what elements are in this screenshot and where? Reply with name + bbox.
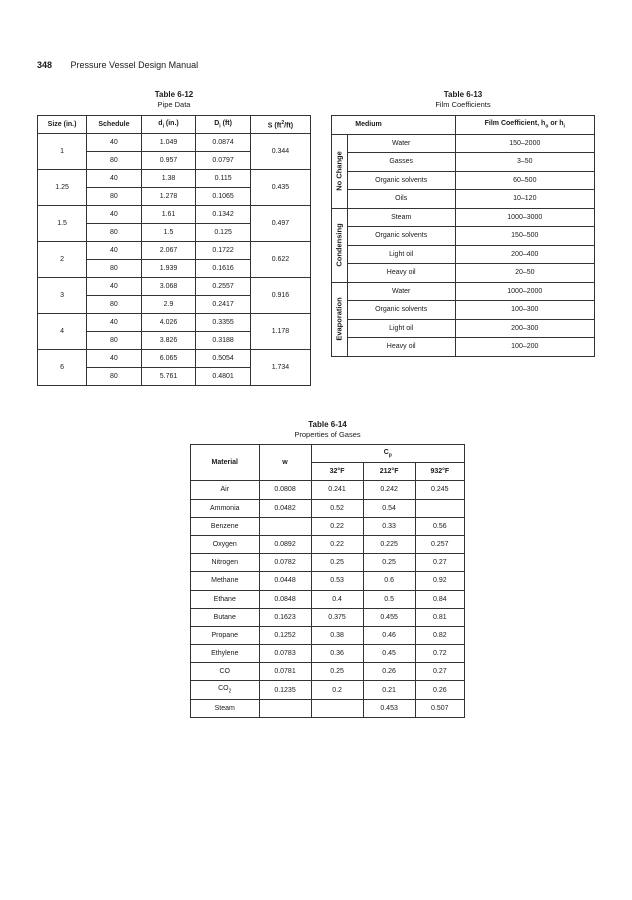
cp-32f-cell: 0.2 bbox=[311, 681, 363, 699]
coefficient-cell: 3–50 bbox=[455, 153, 594, 172]
material-cell bbox=[191, 481, 260, 499]
medium-cell: Water bbox=[347, 282, 455, 301]
table-6-12-caption bbox=[37, 90, 311, 110]
material-cell bbox=[191, 663, 260, 681]
col-header-material: Material bbox=[191, 445, 260, 481]
w-cell: 0.0482 bbox=[259, 499, 311, 517]
material-name: Nitrogen bbox=[211, 559, 238, 567]
di-in-cell: 0.957 bbox=[141, 152, 196, 170]
table-row bbox=[38, 278, 311, 296]
cp-32f-cell: 0.241 bbox=[311, 481, 363, 499]
col-header-cp: $C_p$ bbox=[311, 445, 464, 463]
table-row bbox=[191, 554, 465, 572]
w-cell bbox=[259, 699, 311, 717]
cp-932f-cell: 0.26 bbox=[415, 681, 464, 699]
s-cell: 1.178 bbox=[250, 314, 310, 350]
w-cell: 0.0783 bbox=[259, 645, 311, 663]
schedule-cell: 40 bbox=[87, 278, 142, 296]
material-name: Butane bbox=[213, 613, 236, 621]
table-row bbox=[332, 227, 595, 246]
medium-cell: Organic solvents bbox=[347, 227, 455, 246]
table-row bbox=[191, 699, 465, 717]
schedule-cell: 40 bbox=[87, 134, 142, 152]
cp-212f-cell: 0.46 bbox=[363, 626, 415, 644]
size-cell: 4 bbox=[38, 314, 87, 350]
di-in-cell: 3.826 bbox=[141, 332, 196, 350]
w-cell: 0.0808 bbox=[259, 481, 311, 499]
di-ft-cell: 0.2557 bbox=[196, 278, 251, 296]
schedule-cell: 40 bbox=[87, 242, 142, 260]
table-row bbox=[38, 314, 311, 332]
medium-cell: Light oil bbox=[347, 245, 455, 264]
w-cell: 0.1623 bbox=[259, 608, 311, 626]
material-cell bbox=[191, 535, 260, 553]
w-cell: 0.1252 bbox=[259, 626, 311, 644]
coefficient-cell: 200–400 bbox=[455, 245, 594, 264]
table-row bbox=[38, 350, 311, 368]
table-row bbox=[332, 190, 595, 209]
di-ft-cell: 0.3355 bbox=[196, 314, 251, 332]
table-row bbox=[38, 170, 311, 188]
col-header-32f: 32°F bbox=[311, 463, 363, 481]
medium-cell: Organic solvents bbox=[347, 301, 455, 320]
cp-212f-cell: 0.225 bbox=[363, 535, 415, 553]
cp-932f-cell: 0.27 bbox=[415, 663, 464, 681]
di-ft-cell: 0.4801 bbox=[196, 368, 251, 386]
coefficient-cell: 20–50 bbox=[455, 264, 594, 283]
material-name: Ethylene bbox=[211, 650, 239, 658]
size-cell: 1.5 bbox=[38, 206, 87, 242]
di-in-cell: 4.026 bbox=[141, 314, 196, 332]
s-cell: 1.734 bbox=[250, 350, 310, 386]
di-in-cell: 1.38 bbox=[141, 170, 196, 188]
col-header-schedule: Schedule bbox=[87, 116, 142, 134]
material-cell bbox=[191, 572, 260, 590]
cp-32f-cell: 0.25 bbox=[311, 554, 363, 572]
cp-212f-cell: 0.455 bbox=[363, 608, 415, 626]
table-row bbox=[191, 626, 465, 644]
col-header-di-ft: $D_i$ (ft) bbox=[196, 116, 251, 134]
cp-932f-cell: 0.507 bbox=[415, 699, 464, 717]
table-row bbox=[332, 208, 595, 227]
material-name: CO bbox=[219, 668, 230, 676]
table-row bbox=[38, 134, 311, 152]
group-label: No Change bbox=[334, 151, 344, 191]
s-cell: 0.497 bbox=[250, 206, 310, 242]
table-row bbox=[332, 171, 595, 190]
material-name: Propane bbox=[211, 631, 238, 639]
table-row bbox=[191, 681, 465, 699]
table-row bbox=[332, 301, 595, 320]
size-cell: 3 bbox=[38, 278, 87, 314]
material-cell bbox=[191, 681, 260, 699]
table-header-row bbox=[38, 116, 311, 134]
size-cell: 1 bbox=[38, 134, 87, 170]
coefficient-cell: 200–300 bbox=[455, 319, 594, 338]
w-cell: 0.0448 bbox=[259, 572, 311, 590]
material-name: Steam bbox=[214, 704, 235, 712]
table-row bbox=[332, 282, 595, 301]
table-header-row bbox=[332, 116, 595, 135]
di-in-cell: 1.278 bbox=[141, 188, 196, 206]
col-header-group bbox=[332, 116, 348, 135]
table-6-14-caption bbox=[190, 420, 465, 440]
schedule-cell: 40 bbox=[87, 170, 142, 188]
gas-properties-table bbox=[190, 444, 465, 718]
w-cell: 0.0892 bbox=[259, 535, 311, 553]
cp-32f-cell: 0.4 bbox=[311, 590, 363, 608]
col-header-w: w bbox=[259, 445, 311, 481]
table-title: Table 6-13 bbox=[443, 90, 483, 99]
cp-932f-cell: 0.81 bbox=[415, 608, 464, 626]
coefficient-cell: 10–120 bbox=[455, 190, 594, 209]
cp-32f-cell: 0.375 bbox=[311, 608, 363, 626]
table-row bbox=[38, 206, 311, 224]
cp-212f-cell: 0.25 bbox=[363, 554, 415, 572]
cp-32f-cell: 0.22 bbox=[311, 517, 363, 535]
material-cell bbox=[191, 554, 260, 572]
cp-212f-cell: 0.21 bbox=[363, 681, 415, 699]
cp-32f-cell: 0.38 bbox=[311, 626, 363, 644]
cp-932f-cell: 0.257 bbox=[415, 535, 464, 553]
cp-932f-cell: 0.56 bbox=[415, 517, 464, 535]
w-cell: 0.0781 bbox=[259, 663, 311, 681]
cp-212f-cell: 0.54 bbox=[363, 499, 415, 517]
coefficient-cell: 150–500 bbox=[455, 227, 594, 246]
table-subtitle: Properties of Gases bbox=[294, 430, 361, 439]
table-row bbox=[191, 535, 465, 553]
group-label-cell bbox=[332, 134, 348, 208]
table-row bbox=[332, 245, 595, 264]
table-row bbox=[332, 319, 595, 338]
group-label: Condensing bbox=[334, 223, 344, 267]
material-name: CO bbox=[218, 685, 229, 693]
cp-32f-cell: 0.25 bbox=[311, 663, 363, 681]
material-name: Ammonia bbox=[209, 504, 240, 512]
medium-cell: Heavy oil bbox=[347, 264, 455, 283]
di-ft-cell: 0.5054 bbox=[196, 350, 251, 368]
table-row bbox=[332, 134, 595, 153]
di-ft-cell: 0.115 bbox=[196, 170, 251, 188]
di-in-cell: 2.067 bbox=[141, 242, 196, 260]
medium-cell: Oils bbox=[347, 190, 455, 209]
di-in-cell: 1.61 bbox=[141, 206, 196, 224]
cp-212f-cell: 0.6 bbox=[363, 572, 415, 590]
size-cell: 2 bbox=[38, 242, 87, 278]
page-header bbox=[37, 60, 198, 70]
table-row bbox=[191, 608, 465, 626]
size-cell: 6 bbox=[38, 350, 87, 386]
material-name: Air bbox=[220, 486, 230, 494]
medium-cell: Gasses bbox=[347, 153, 455, 172]
s-cell: 0.622 bbox=[250, 242, 310, 278]
cp-212f-cell: 0.33 bbox=[363, 517, 415, 535]
size-cell: 1.25 bbox=[38, 170, 87, 206]
cp-32f-cell: 0.53 bbox=[311, 572, 363, 590]
table-row bbox=[191, 481, 465, 499]
table-title: Table 6-12 bbox=[154, 90, 194, 99]
s-cell: 0.916 bbox=[250, 278, 310, 314]
table-row bbox=[191, 517, 465, 535]
material-cell bbox=[191, 590, 260, 608]
table-row bbox=[191, 645, 465, 663]
cp-32f-cell: 0.36 bbox=[311, 645, 363, 663]
material-name: Ethane bbox=[213, 595, 236, 603]
di-ft-cell: 0.125 bbox=[196, 224, 251, 242]
di-in-cell: 1.5 bbox=[141, 224, 196, 242]
cp-212f-cell: 0.45 bbox=[363, 645, 415, 663]
cp-932f-cell bbox=[415, 499, 464, 517]
material-cell bbox=[191, 608, 260, 626]
cp-212f-cell: 0.453 bbox=[363, 699, 415, 717]
material-name: Oxygen bbox=[212, 541, 237, 549]
col-header-932f: 932°F bbox=[415, 463, 464, 481]
table-subtitle: Film Coefficients bbox=[435, 100, 491, 109]
medium-cell: Light oil bbox=[347, 319, 455, 338]
col-header-212f: 212°F bbox=[363, 463, 415, 481]
material-cell bbox=[191, 626, 260, 644]
di-in-cell: 3.068 bbox=[141, 278, 196, 296]
di-in-cell: 5.761 bbox=[141, 368, 196, 386]
schedule-cell: 80 bbox=[87, 260, 142, 278]
cp-212f-cell: 0.242 bbox=[363, 481, 415, 499]
cp-932f-cell: 0.84 bbox=[415, 590, 464, 608]
table-row bbox=[332, 264, 595, 283]
w-cell: 0.0848 bbox=[259, 590, 311, 608]
w-cell bbox=[259, 517, 311, 535]
cp-212f-cell: 0.26 bbox=[363, 663, 415, 681]
table-row bbox=[332, 338, 595, 357]
cp-932f-cell: 0.92 bbox=[415, 572, 464, 590]
medium-cell: Heavy oil bbox=[347, 338, 455, 357]
table-row bbox=[38, 242, 311, 260]
di-ft-cell: 0.1616 bbox=[196, 260, 251, 278]
col-header-s: S $(ft^2/ft)$ bbox=[250, 116, 310, 134]
s-cell: 0.344 bbox=[250, 134, 310, 170]
material-name: Benzene bbox=[210, 522, 239, 530]
di-ft-cell: 0.3188 bbox=[196, 332, 251, 350]
cp-32f-cell bbox=[311, 699, 363, 717]
schedule-cell: 80 bbox=[87, 188, 142, 206]
table-row bbox=[191, 663, 465, 681]
cp-932f-cell: 0.27 bbox=[415, 554, 464, 572]
film-coefficients-table bbox=[331, 115, 595, 357]
group-label-cell bbox=[332, 208, 348, 282]
col-header-film-coefficient: Film Coefficient, $h_o$ or $h_i$ bbox=[455, 116, 594, 135]
cp-932f-cell: 0.245 bbox=[415, 481, 464, 499]
col-header-medium: Medium bbox=[347, 116, 455, 135]
coefficient-cell: 1000–2000 bbox=[455, 282, 594, 301]
table-row bbox=[191, 499, 465, 517]
coefficient-cell: 60–500 bbox=[455, 171, 594, 190]
pipe-data-table bbox=[37, 115, 311, 386]
medium-cell: Steam bbox=[347, 208, 455, 227]
material-cell bbox=[191, 645, 260, 663]
schedule-cell: 40 bbox=[87, 314, 142, 332]
w-cell: 0.1235 bbox=[259, 681, 311, 699]
table-header-row bbox=[191, 445, 465, 463]
di-ft-cell: 0.2417 bbox=[196, 296, 251, 314]
material-cell bbox=[191, 499, 260, 517]
di-in-cell: 1.939 bbox=[141, 260, 196, 278]
group-label-cell bbox=[332, 282, 348, 356]
table-subtitle: Pipe Data bbox=[157, 100, 191, 109]
material-subscript: 2 bbox=[228, 688, 232, 695]
book-title: Pressure Vessel Design Manual bbox=[70, 60, 199, 70]
schedule-cell: 80 bbox=[87, 368, 142, 386]
di-in-cell: 6.065 bbox=[141, 350, 196, 368]
di-in-cell: 1.049 bbox=[141, 134, 196, 152]
table-title: Table 6-14 bbox=[308, 420, 347, 429]
schedule-cell: 80 bbox=[87, 332, 142, 350]
schedule-cell: 80 bbox=[87, 152, 142, 170]
di-ft-cell: 0.0797 bbox=[196, 152, 251, 170]
medium-cell: Water bbox=[347, 134, 455, 153]
di-ft-cell: 0.1065 bbox=[196, 188, 251, 206]
di-ft-cell: 0.1342 bbox=[196, 206, 251, 224]
schedule-cell: 80 bbox=[87, 224, 142, 242]
col-header-di-in: $d_i$ (in.) bbox=[141, 116, 196, 134]
cp-932f-cell: 0.82 bbox=[415, 626, 464, 644]
cp-32f-cell: 0.22 bbox=[311, 535, 363, 553]
coefficient-cell: 1000–3000 bbox=[455, 208, 594, 227]
cp-932f-cell: 0.72 bbox=[415, 645, 464, 663]
coefficient-cell: 100–200 bbox=[455, 338, 594, 357]
col-header-size: Size (in.) bbox=[38, 116, 87, 134]
cp-32f-cell: 0.52 bbox=[311, 499, 363, 517]
table-row bbox=[191, 572, 465, 590]
cp-212f-cell: 0.5 bbox=[363, 590, 415, 608]
material-cell bbox=[191, 699, 260, 717]
w-cell: 0.0782 bbox=[259, 554, 311, 572]
table-row bbox=[332, 153, 595, 172]
material-cell bbox=[191, 517, 260, 535]
schedule-cell: 40 bbox=[87, 350, 142, 368]
schedule-cell: 80 bbox=[87, 296, 142, 314]
di-ft-cell: 0.1722 bbox=[196, 242, 251, 260]
di-in-cell: 2.9 bbox=[141, 296, 196, 314]
table-6-13-caption bbox=[331, 90, 595, 110]
coefficient-cell: 150–2000 bbox=[455, 134, 594, 153]
group-label: Evaporation bbox=[334, 297, 344, 341]
coefficient-cell: 100–300 bbox=[455, 301, 594, 320]
medium-cell: Organic solvents bbox=[347, 171, 455, 190]
page-number: 348 bbox=[37, 60, 53, 70]
table-row bbox=[191, 590, 465, 608]
di-ft-cell: 0.0874 bbox=[196, 134, 251, 152]
material-name: Methane bbox=[211, 577, 239, 585]
s-cell: 0.435 bbox=[250, 170, 310, 206]
schedule-cell: 40 bbox=[87, 206, 142, 224]
